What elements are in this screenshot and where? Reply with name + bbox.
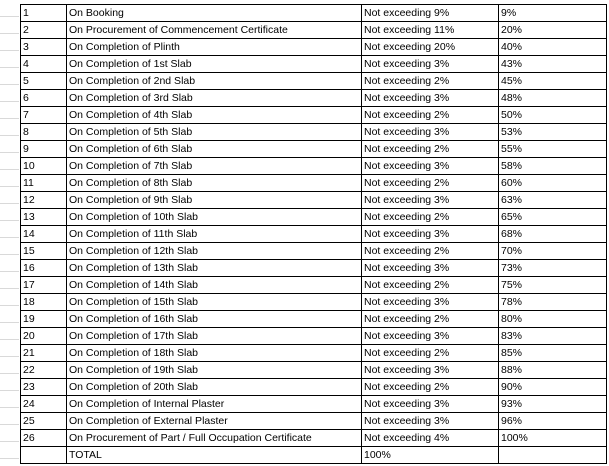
- table-row: [21, 430, 607, 447]
- limit-cell[interactable]: Not exceeding 2%: [362, 209, 499, 226]
- sn-cell[interactable]: 2: [21, 22, 67, 39]
- limit-cell[interactable]: Not exceeding 3%: [362, 192, 499, 209]
- limit-cell[interactable]: Not exceeding 2%: [362, 73, 499, 90]
- table-row: [21, 209, 607, 226]
- sn-cell[interactable]: 12: [21, 192, 67, 209]
- limit-cell[interactable]: Not exceeding 2%: [362, 345, 499, 362]
- table-row: [21, 243, 607, 260]
- limit-cell[interactable]: Not exceeding 4%: [362, 430, 499, 447]
- cumulative-cell[interactable]: 100%: [499, 430, 607, 447]
- total-sn-cell[interactable]: [21, 447, 67, 464]
- sn-cell[interactable]: 15: [21, 243, 67, 260]
- cumulative-cell[interactable]: 55%: [499, 141, 607, 158]
- stage-cell[interactable]: On Completion of 6th Slab: [67, 141, 362, 158]
- table-row: [21, 294, 607, 311]
- cumulative-cell[interactable]: 75%: [499, 277, 607, 294]
- sn-cell[interactable]: 7: [21, 107, 67, 124]
- cumulative-cell[interactable]: 93%: [499, 396, 607, 413]
- limit-cell[interactable]: Not exceeding 2%: [362, 107, 499, 124]
- stage-cell[interactable]: On Completion of 5th Slab: [67, 124, 362, 141]
- table-row: [21, 328, 607, 345]
- cumulative-cell[interactable]: 70%: [499, 243, 607, 260]
- sn-cell[interactable]: 9: [21, 141, 67, 158]
- limit-cell[interactable]: Not exceeding 2%: [362, 379, 499, 396]
- sn-cell[interactable]: 13: [21, 209, 67, 226]
- limit-cell[interactable]: Not exceeding 9%: [362, 5, 499, 22]
- table-row: [21, 277, 607, 294]
- cumulative-cell[interactable]: 65%: [499, 209, 607, 226]
- stage-cell[interactable]: On Completion of 8th Slab: [67, 175, 362, 192]
- stage-cell[interactable]: On Completion of 19th Slab: [67, 362, 362, 379]
- stage-cell[interactable]: On Procurement of Commencement Certificate: [67, 22, 362, 39]
- sn-cell[interactable]: 25: [21, 413, 67, 430]
- table-row: [21, 396, 607, 413]
- total-row: [21, 447, 607, 464]
- limit-cell[interactable]: Not exceeding 3%: [362, 56, 499, 73]
- sn-cell[interactable]: 24: [21, 396, 67, 413]
- cumulative-cell[interactable]: 58%: [499, 158, 607, 175]
- sn-cell[interactable]: 16: [21, 260, 67, 277]
- cumulative-cell[interactable]: 43%: [499, 56, 607, 73]
- cumulative-cell[interactable]: 78%: [499, 294, 607, 311]
- limit-cell[interactable]: Not exceeding 3%: [362, 362, 499, 379]
- limit-cell[interactable]: Not exceeding 11%: [362, 22, 499, 39]
- limit-cell[interactable]: Not exceeding 2%: [362, 141, 499, 158]
- table-row: [21, 175, 607, 192]
- stage-cell[interactable]: On Completion of 15th Slab: [67, 294, 362, 311]
- total-percent-cell[interactable]: 100%: [362, 447, 499, 464]
- cumulative-cell[interactable]: 68%: [499, 226, 607, 243]
- cumulative-cell[interactable]: 90%: [499, 379, 607, 396]
- table-row: [21, 90, 607, 107]
- sn-cell[interactable]: 8: [21, 124, 67, 141]
- cumulative-cell[interactable]: 63%: [499, 192, 607, 209]
- stage-cell[interactable]: On Completion of 9th Slab: [67, 192, 362, 209]
- table-row: [21, 362, 607, 379]
- limit-cell[interactable]: Not exceeding 2%: [362, 175, 499, 192]
- table-row: [21, 5, 607, 22]
- stage-cell[interactable]: On Completion of 17th Slab: [67, 328, 362, 345]
- stage-cell[interactable]: On Completion of Plinth: [67, 39, 362, 56]
- table-row: [21, 226, 607, 243]
- limit-cell[interactable]: Not exceeding 3%: [362, 260, 499, 277]
- limit-cell[interactable]: Not exceeding 2%: [362, 311, 499, 328]
- limit-cell[interactable]: Not exceeding 3%: [362, 413, 499, 430]
- limit-cell[interactable]: Not exceeding 20%: [362, 39, 499, 56]
- table-row: [21, 56, 607, 73]
- stage-cell[interactable]: On Completion of 10th Slab: [67, 209, 362, 226]
- stage-cell[interactable]: On Completion of 2nd Slab: [67, 73, 362, 90]
- sn-cell[interactable]: 19: [21, 311, 67, 328]
- table-row: [21, 107, 607, 124]
- stage-cell[interactable]: On Completion of 16th Slab: [67, 311, 362, 328]
- cumulative-cell[interactable]: 9%: [499, 5, 607, 22]
- stage-cell[interactable]: On Completion of 18th Slab: [67, 345, 362, 362]
- limit-cell[interactable]: Not exceeding 2%: [362, 243, 499, 260]
- cumulative-cell[interactable]: 73%: [499, 260, 607, 277]
- table-row: [21, 22, 607, 39]
- table-row: [21, 158, 607, 175]
- table-row: [21, 413, 607, 430]
- stage-cell[interactable]: On Completion of 3rd Slab: [67, 90, 362, 107]
- sn-cell[interactable]: 10: [21, 158, 67, 175]
- cumulative-cell[interactable]: 40%: [499, 39, 607, 56]
- limit-cell[interactable]: Not exceeding 3%: [362, 158, 499, 175]
- table-row: [21, 73, 607, 90]
- table-row: [21, 192, 607, 209]
- cumulative-cell[interactable]: 48%: [499, 90, 607, 107]
- sn-cell[interactable]: 6: [21, 90, 67, 107]
- sn-cell[interactable]: 26: [21, 430, 67, 447]
- table-row: [21, 379, 607, 396]
- payment-schedule-table: [20, 4, 607, 464]
- limit-cell[interactable]: Not exceeding 2%: [362, 277, 499, 294]
- table-row: [21, 260, 607, 277]
- cumulative-cell[interactable]: 96%: [499, 413, 607, 430]
- total-label-cell[interactable]: TOTAL: [67, 447, 362, 464]
- stage-cell[interactable]: On Completion of 13th Slab: [67, 260, 362, 277]
- table-row: [21, 39, 607, 56]
- payment-schedule-body: [21, 5, 607, 464]
- spreadsheet-gridlines: [0, 0, 19, 466]
- cumulative-cell[interactable]: 53%: [499, 124, 607, 141]
- table-row: [21, 124, 607, 141]
- cumulative-cell[interactable]: 60%: [499, 175, 607, 192]
- sn-cell[interactable]: 18: [21, 294, 67, 311]
- cumulative-cell[interactable]: 20%: [499, 22, 607, 39]
- stage-cell[interactable]: On Completion of 20th Slab: [67, 379, 362, 396]
- sn-cell[interactable]: 21: [21, 345, 67, 362]
- cumulative-cell[interactable]: 45%: [499, 73, 607, 90]
- sn-cell[interactable]: 22: [21, 362, 67, 379]
- table-row: [21, 345, 607, 362]
- cumulative-cell[interactable]: 80%: [499, 311, 607, 328]
- total-cumulative-cell[interactable]: [499, 447, 607, 464]
- stage-cell[interactable]: On Completion of 1st Slab: [67, 56, 362, 73]
- stage-cell[interactable]: On Procurement of Part / Full Occupation Certificate: [67, 430, 362, 447]
- cumulative-cell[interactable]: 83%: [499, 328, 607, 345]
- stage-cell[interactable]: On Completion of 12th Slab: [67, 243, 362, 260]
- limit-cell[interactable]: Not exceeding 3%: [362, 396, 499, 413]
- cumulative-cell[interactable]: 88%: [499, 362, 607, 379]
- stage-cell[interactable]: On Completion of 11th Slab: [67, 226, 362, 243]
- sn-cell[interactable]: 3: [21, 39, 67, 56]
- stage-cell[interactable]: On Completion of 14th Slab: [67, 277, 362, 294]
- limit-cell[interactable]: Not exceeding 3%: [362, 226, 499, 243]
- sn-cell[interactable]: 1: [21, 5, 67, 22]
- stage-cell[interactable]: On Completion of 7th Slab: [67, 158, 362, 175]
- sn-cell[interactable]: 23: [21, 379, 67, 396]
- table-row: [21, 141, 607, 158]
- cumulative-cell[interactable]: 85%: [499, 345, 607, 362]
- sn-cell[interactable]: 11: [21, 175, 67, 192]
- sn-cell[interactable]: 5: [21, 73, 67, 90]
- stage-cell[interactable]: On Completion of Internal Plaster: [67, 396, 362, 413]
- limit-cell[interactable]: Not exceeding 3%: [362, 124, 499, 141]
- sn-cell[interactable]: 4: [21, 56, 67, 73]
- sn-cell[interactable]: 20: [21, 328, 67, 345]
- stage-cell[interactable]: On Completion of External Plaster: [67, 413, 362, 430]
- limit-cell[interactable]: Not exceeding 3%: [362, 90, 499, 107]
- limit-cell[interactable]: Not exceeding 3%: [362, 328, 499, 345]
- sn-cell[interactable]: 17: [21, 277, 67, 294]
- stage-cell[interactable]: On Booking: [67, 5, 362, 22]
- limit-cell[interactable]: Not exceeding 3%: [362, 294, 499, 311]
- cumulative-cell[interactable]: 50%: [499, 107, 607, 124]
- stage-cell[interactable]: On Completion of 4th Slab: [67, 107, 362, 124]
- table-row: [21, 311, 607, 328]
- sn-cell[interactable]: 14: [21, 226, 67, 243]
